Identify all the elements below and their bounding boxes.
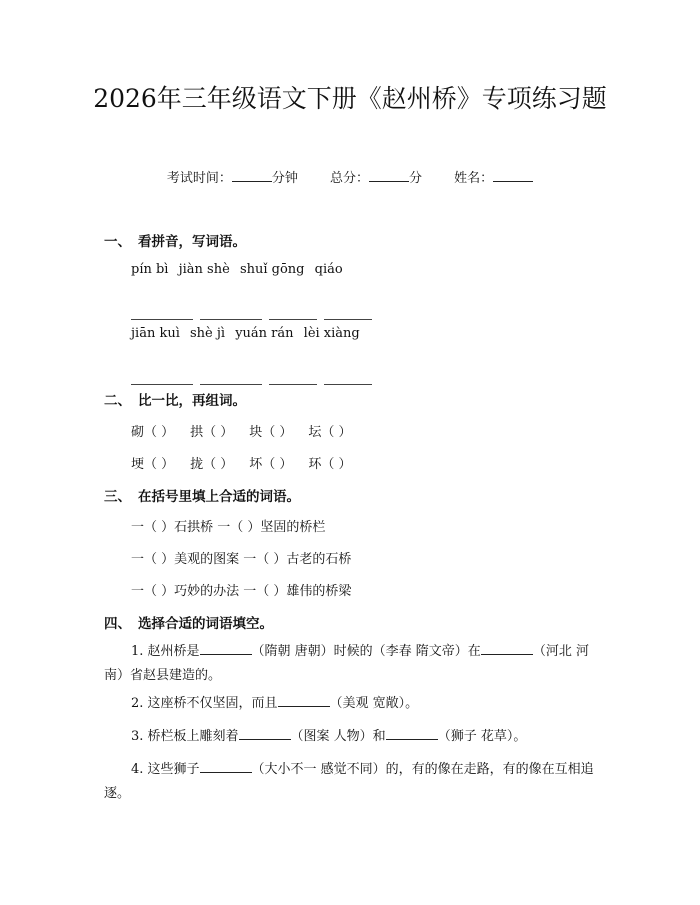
page-title: 2026年三年级语文下册《赵州桥》专项练习题 xyxy=(93,84,607,113)
section-3-heading xyxy=(104,485,300,505)
answer-line[interactable] xyxy=(324,383,372,385)
answer-blank[interactable] xyxy=(200,760,252,773)
pinyin-item: lèi xiàng xyxy=(303,326,360,341)
question-text: 3. 桥栏板上雕刻着 xyxy=(131,729,239,744)
score-unit: 分 xyxy=(409,171,423,186)
answer-line[interactable] xyxy=(269,383,317,385)
time-field xyxy=(167,171,302,186)
answer-lines-row-1 xyxy=(131,305,379,324)
name-field xyxy=(454,171,533,186)
question-text: （美观 宽敞）。 xyxy=(329,696,419,711)
question-text: 2. 这座桥不仅坚固，而且 xyxy=(131,696,278,711)
pinyin-row-1 xyxy=(131,262,349,277)
name-label: 姓名： xyxy=(454,171,494,186)
question-text: （河北 河南）省赵县建造的。 xyxy=(104,644,589,683)
question-text: 4. 这些狮子 xyxy=(131,762,200,777)
time-blank[interactable] xyxy=(232,169,272,182)
score-label: 总分： xyxy=(329,171,369,186)
answer-blank[interactable] xyxy=(278,694,330,707)
section-title: 比一比，再组词。 xyxy=(138,393,246,409)
time-label: 考试时间： xyxy=(166,171,232,186)
question-text: （狮子 花草）。 xyxy=(437,729,527,744)
pinyin-item: jiān kuì xyxy=(131,326,180,341)
compare-item[interactable]: 环（ ） xyxy=(308,457,352,472)
question-text: （隋朝 唐朝）时候的（李春 隋文帝）在 xyxy=(251,644,481,659)
answer-blank[interactable] xyxy=(200,642,252,655)
score-blank[interactable] xyxy=(369,169,409,182)
section-2-heading xyxy=(104,389,246,409)
section-title: 选择合适的词语填空。 xyxy=(138,616,273,632)
answer-line[interactable] xyxy=(200,318,262,320)
compare-item[interactable]: 埂（ ） xyxy=(131,457,175,472)
answer-line[interactable] xyxy=(269,318,317,320)
question-4 xyxy=(104,758,594,806)
compare-row-2 xyxy=(131,453,368,472)
answer-lines-row-2 xyxy=(131,370,379,389)
name-blank[interactable] xyxy=(493,169,533,182)
pinyin-item: shè jì xyxy=(190,326,226,341)
question-text: 1. 赵州桥是 xyxy=(131,644,200,659)
section-number: 一、 xyxy=(104,234,131,250)
compare-item[interactable]: 砌（ ） xyxy=(131,425,175,440)
fill-row-1[interactable]: 一（ ）石拱桥 一（ ）坚固的桥栏 xyxy=(131,520,326,535)
pinyin-item: shuǐ gōng xyxy=(239,262,305,277)
section-title: 在括号里填上合适的词语。 xyxy=(138,489,300,505)
pinyin-item: qiáo xyxy=(314,262,343,277)
question-3 xyxy=(104,725,594,749)
question-2 xyxy=(104,692,594,716)
section-number: 三、 xyxy=(104,489,131,505)
compare-item[interactable]: 坛（ ） xyxy=(308,425,352,440)
compare-item[interactable]: 坏（ ） xyxy=(249,457,293,472)
pinyin-row-2 xyxy=(131,326,366,341)
exam-info xyxy=(0,167,700,186)
answer-line[interactable] xyxy=(131,318,193,320)
question-1 xyxy=(104,640,594,688)
compare-item[interactable]: 拱（ ） xyxy=(190,425,234,440)
pinyin-item: yuán rán xyxy=(235,326,294,341)
section-number: 二、 xyxy=(104,393,131,409)
answer-blank[interactable] xyxy=(481,642,533,655)
fill-row-2[interactable]: 一（ ）美观的图案 一（ ）古老的石桥 xyxy=(131,552,352,567)
question-text: （图案 人物）和 xyxy=(290,729,386,744)
compare-item[interactable]: 块（ ） xyxy=(249,425,293,440)
time-unit: 分钟 xyxy=(271,171,298,186)
answer-line[interactable] xyxy=(200,383,262,385)
compare-row-1 xyxy=(131,421,368,440)
answer-line[interactable] xyxy=(131,383,193,385)
pinyin-item: pín bì xyxy=(131,262,169,277)
section-number: 四、 xyxy=(104,616,131,632)
section-4-heading xyxy=(104,612,273,632)
answer-blank[interactable] xyxy=(386,727,438,740)
section-1-heading xyxy=(104,230,246,250)
answer-blank[interactable] xyxy=(239,727,291,740)
section-title: 看拼音，写词语。 xyxy=(138,234,246,250)
score-field xyxy=(330,171,426,186)
compare-item[interactable]: 拢（ ） xyxy=(190,457,234,472)
pinyin-item: jiàn shè xyxy=(178,262,230,277)
question-text: （大小不一 感觉不同）的，有的像在走路，有的像在互相追逐。 xyxy=(104,762,594,801)
fill-row-3[interactable]: 一（ ）巧妙的办法 一（ ）雄伟的桥梁 xyxy=(131,584,352,599)
answer-line[interactable] xyxy=(324,318,372,320)
